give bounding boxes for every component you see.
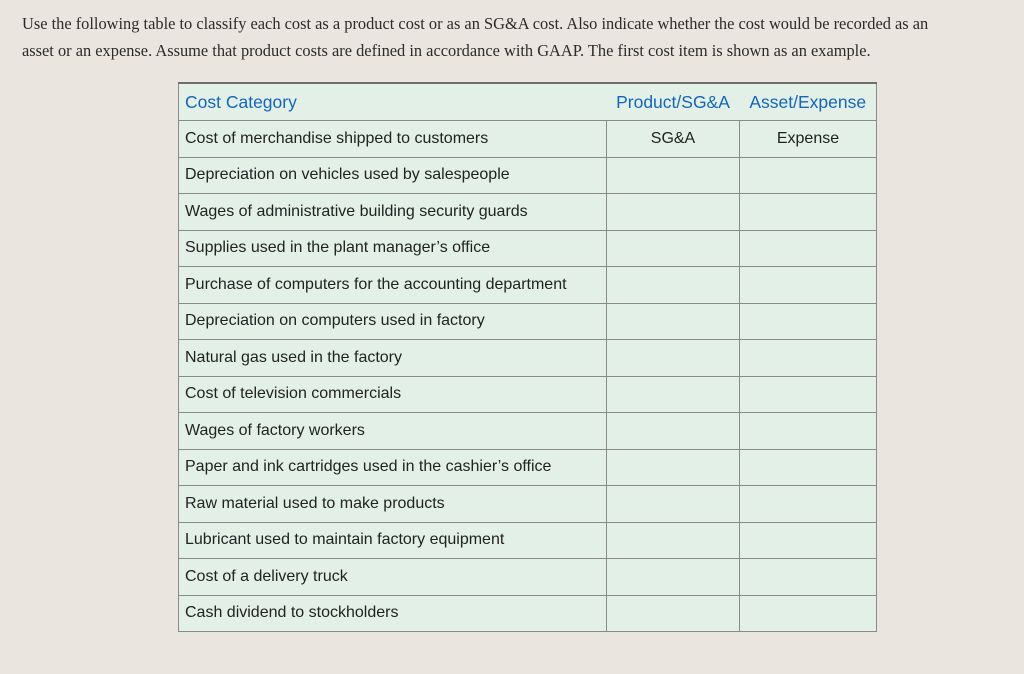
product-sga-cell[interactable] [607, 303, 740, 340]
asset-expense-cell[interactable] [740, 194, 877, 231]
asset-expense-cell[interactable] [740, 303, 877, 340]
cost-category-cell: Supplies used in the plant manager’s office [179, 230, 607, 267]
product-sga-cell[interactable] [607, 522, 740, 559]
product-sga-cell[interactable] [607, 340, 740, 377]
table-header-row [179, 83, 877, 121]
product-sga-cell[interactable] [607, 230, 740, 267]
table-row [179, 121, 877, 158]
cost-category-cell: Cost of a delivery truck [179, 559, 607, 596]
cost-category-cell: Cost of television commercials [179, 376, 607, 413]
cost-category-cell: Depreciation on computers used in factory [179, 303, 607, 340]
table-row [179, 595, 877, 632]
asset-expense-cell[interactable] [740, 595, 877, 632]
asset-expense-cell[interactable] [740, 267, 877, 304]
product-sga-cell[interactable]: SG&A [607, 121, 740, 158]
cost-category-cell: Purchase of computers for the accounting department [179, 267, 607, 304]
asset-expense-cell[interactable] [740, 340, 877, 377]
table-row [179, 376, 877, 413]
table-row [179, 303, 877, 340]
cost-classification-table [178, 82, 877, 632]
cost-category-cell: Depreciation on vehicles used by salespeople [179, 157, 607, 194]
table-row [179, 413, 877, 450]
table-row [179, 449, 877, 486]
table-row [179, 230, 877, 267]
cost-category-cell: Wages of factory workers [179, 413, 607, 450]
product-sga-cell[interactable] [607, 486, 740, 523]
table-row [179, 340, 877, 377]
cost-category-cell: Cost of merchandise shipped to customers [179, 121, 607, 158]
table-row [179, 522, 877, 559]
table-row [179, 194, 877, 231]
product-sga-cell[interactable] [607, 449, 740, 486]
asset-expense-cell[interactable] [740, 376, 877, 413]
asset-expense-cell[interactable] [740, 522, 877, 559]
instructions-text [22, 10, 1018, 64]
table-row [179, 559, 877, 596]
header-cost-category: Cost Category [179, 83, 607, 121]
cost-category-cell: Wages of administrative building security guards [179, 194, 607, 231]
asset-expense-cell[interactable] [740, 559, 877, 596]
cost-category-cell: Paper and ink cartridges used in the cashier’s office [179, 449, 607, 486]
cost-category-cell: Natural gas used in the factory [179, 340, 607, 377]
asset-expense-cell[interactable] [740, 413, 877, 450]
product-sga-cell[interactable] [607, 267, 740, 304]
asset-expense-cell[interactable] [740, 486, 877, 523]
asset-expense-cell[interactable] [740, 157, 877, 194]
instructions-line-2: asset or an expense. Assume that product costs are defined in accordance with GAAP. The first cost item is shown as an example. [22, 41, 871, 60]
cost-category-cell: Cash dividend to stockholders [179, 595, 607, 632]
asset-expense-cell[interactable] [740, 230, 877, 267]
product-sga-cell[interactable] [607, 157, 740, 194]
asset-expense-cell[interactable] [740, 449, 877, 486]
table-body [179, 121, 877, 632]
asset-expense-cell[interactable]: Expense [740, 121, 877, 158]
table-row [179, 486, 877, 523]
table-row [179, 267, 877, 304]
product-sga-cell[interactable] [607, 194, 740, 231]
product-sga-cell[interactable] [607, 376, 740, 413]
header-asset-expense: Asset/Expense [740, 83, 877, 121]
instructions-line-1: Use the following table to classify each cost as a product cost or as an SG&A cost. Also indicate whether the cost would be recorded as an [22, 14, 929, 33]
product-sga-cell[interactable] [607, 595, 740, 632]
header-product-sga: Product/SG&A [607, 83, 740, 121]
table-row [179, 157, 877, 194]
cost-category-cell: Raw material used to make products [179, 486, 607, 523]
product-sga-cell[interactable] [607, 559, 740, 596]
cost-category-cell: Lubricant used to maintain factory equipment [179, 522, 607, 559]
product-sga-cell[interactable] [607, 413, 740, 450]
